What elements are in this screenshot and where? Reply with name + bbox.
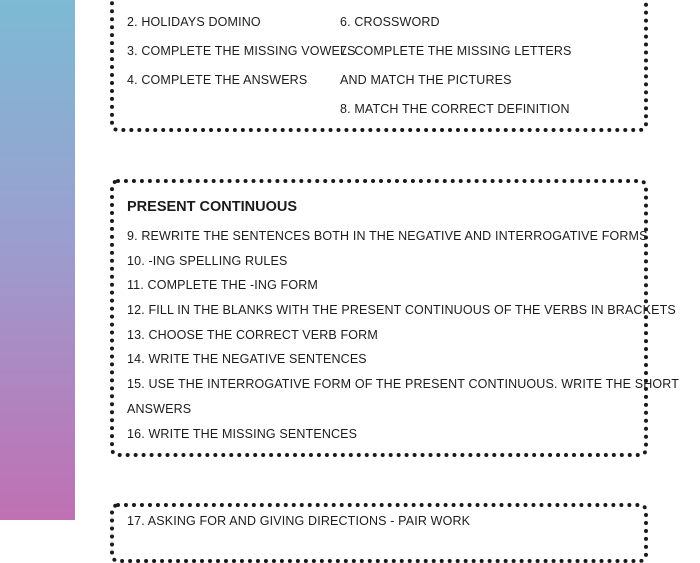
list-item: ANSWERS	[127, 401, 192, 416]
next-section-box	[110, 503, 648, 563]
list-item: 13. CHOOSE THE CORRECT VERB FORM	[127, 327, 378, 342]
list-item: 15. USE THE INTERROGATIVE FORM OF THE PRESENT CONTINUOUS. WRITE THE SHORT	[127, 377, 679, 392]
list-item: 7. COMPLETE THE MISSING LETTERS	[340, 44, 572, 58]
list-item: 10. -ING SPELLING RULES	[127, 253, 288, 268]
decorative-gradient-sidebar	[0, 0, 75, 520]
list-item: 14. WRITE THE NEGATIVE SENTENCES	[127, 352, 367, 367]
list-item: 12. FILL IN THE BLANKS WITH THE PRESENT CONTINUOUS OF THE VERBS IN BRACKETS	[127, 303, 676, 318]
list-item: 9. REWRITE THE SENTENCES BOTH IN THE NEGATIVE AND INTERROGATIVE FORMS	[127, 229, 648, 243]
list-item: 8. MATCH THE CORRECT DEFINITION	[340, 102, 570, 116]
list-item: 6. CROSSWORD	[340, 15, 440, 29]
section-title: PRESENT CONTINUOUS	[127, 199, 297, 215]
list-item: 4. COMPLETE THE ANSWERS	[127, 73, 308, 87]
list-item: 3. COMPLETE THE MISSING VOWELS	[127, 44, 356, 58]
list-item: 11. COMPLETE THE -ING FORM	[127, 278, 318, 293]
list-item: 17. ASKING FOR AND GIVING DIRECTIONS - PAIR WORK	[127, 514, 471, 528]
list-item: 2. HOLIDAYS DOMINO	[127, 15, 261, 29]
present-continuous-list	[127, 228, 679, 450]
list-item: 16. WRITE THE MISSING SENTENCES	[127, 426, 358, 441]
list-item: AND MATCH THE PICTURES	[340, 73, 512, 87]
